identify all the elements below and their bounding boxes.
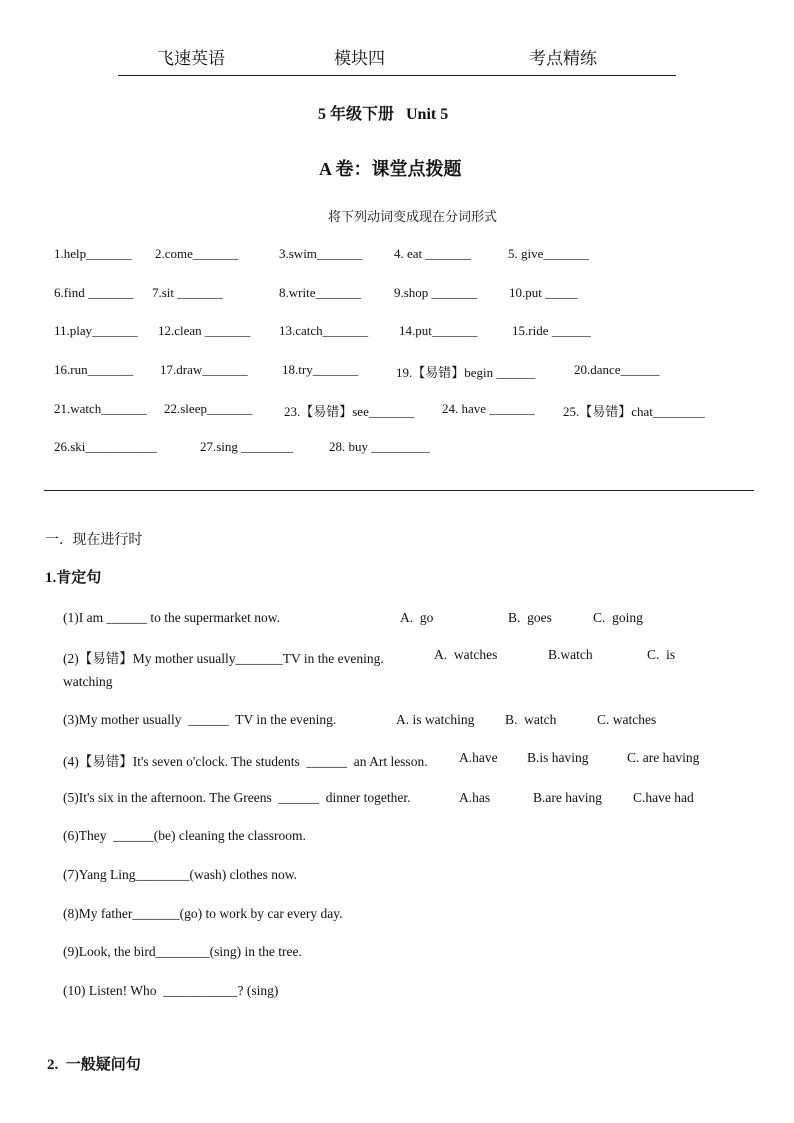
option-a: A. watches: [434, 647, 498, 662]
exercise-item: 7.sit _______: [152, 285, 223, 300]
exercise-item: 22.sleep_______: [164, 401, 253, 416]
option-c: C. is: [647, 647, 676, 662]
exercise-item: 15.ride ______: [512, 323, 591, 338]
section-heading: 一. 现在进行时: [45, 532, 143, 548]
option-c: C.have had: [633, 790, 694, 805]
exercise-item: 24. have _______: [442, 401, 535, 416]
exercise-item: 13.catch_______: [279, 323, 369, 338]
option-b: B.is having: [527, 750, 589, 765]
header-right: 考点精练: [529, 49, 597, 69]
exercise-item: 9.shop _______: [394, 285, 478, 300]
exercise-item: 3.swim_______: [279, 246, 363, 261]
exercise-item: 11.play_______: [54, 323, 138, 338]
exercise-item: 8.write_______: [279, 285, 361, 300]
instruction: 将下列动词变成现在分词形式: [328, 210, 498, 225]
exercise-item: 18.try_______: [282, 362, 359, 377]
exercise-item: 25.【易错】chat________: [563, 404, 705, 419]
question-text: (9)Look, the bird________(sing) in the tree.: [63, 944, 302, 959]
question-text: (1)I am ______ to the supermarket now.: [63, 610, 280, 625]
exercise-item: 14.put_______: [399, 323, 478, 338]
header-middle: 模块四: [334, 49, 385, 69]
exercise-item: 27.sing ________: [200, 439, 294, 454]
exercise-item: 28. buy _________: [329, 439, 430, 454]
option-a: A. go: [400, 610, 434, 625]
exercise-item: 2.come_______: [155, 246, 239, 261]
question-text: (5)It's six in the afternoon. The Greens ______ dinner together.: [63, 790, 411, 805]
question-text: (8)My father_______(go) to work by car every day.: [63, 906, 343, 921]
header-left: 飞速英语: [157, 49, 225, 69]
subsection-heading: 2. 一般疑问句: [47, 1057, 141, 1073]
option-b: B. watch: [505, 712, 557, 727]
option-b: B.are having: [533, 790, 602, 805]
option-c: C. going: [593, 610, 643, 625]
exercise-item: 19.【易错】begin ______: [396, 365, 536, 380]
page-title: 5 年级下册 Unit 5: [318, 106, 449, 123]
question-text: (10) Listen! Who ___________? (sing): [63, 983, 279, 998]
exercise-item: 26.ski___________: [54, 439, 157, 454]
option-b: B. goes: [508, 610, 552, 625]
question-text: (3)My mother usually ______ TV in the evening.: [63, 712, 337, 727]
exercise-item: 21.watch_______: [54, 401, 147, 416]
question-text: (4)【易错】It's seven o'clock. The students ______ an Art lesson.: [63, 754, 428, 769]
exercise-item: 4. eat _______: [394, 246, 471, 261]
question-text: (6)They ______(be) cleaning the classroom.: [63, 828, 306, 843]
header-rule: [118, 75, 676, 76]
question-text: (7)Yang Ling________(wash) clothes now.: [63, 867, 297, 882]
option-b: B.watch: [548, 647, 593, 662]
option-c: C. are having: [627, 750, 700, 765]
exercise-item: 10.put _____: [509, 285, 578, 300]
subsection-heading: 1.肯定句: [45, 570, 102, 586]
question-continuation: watching: [63, 674, 113, 689]
question-text: (2)【易错】My mother usually_______TV in the evening.: [63, 651, 384, 666]
exercise-item: 1.help_______: [54, 246, 132, 261]
exercise-item: 6.find _______: [54, 285, 134, 300]
option-c: C. watches: [597, 712, 657, 727]
page-subtitle: A 卷：课堂点拨题: [319, 159, 462, 179]
option-a: A.has: [459, 790, 491, 805]
exercise-item: 5. give_______: [508, 246, 589, 261]
exercise-item: 16.run_______: [54, 362, 134, 377]
section-divider: [44, 490, 754, 491]
exercise-item: 12.clean _______: [158, 323, 251, 338]
option-a: A.have: [459, 750, 498, 765]
option-a: A. is watching: [396, 712, 475, 727]
exercise-item: 20.dance______: [574, 362, 660, 377]
exercise-item: 23.【易错】see_______: [284, 404, 415, 419]
exercise-item: 17.draw_______: [160, 362, 248, 377]
